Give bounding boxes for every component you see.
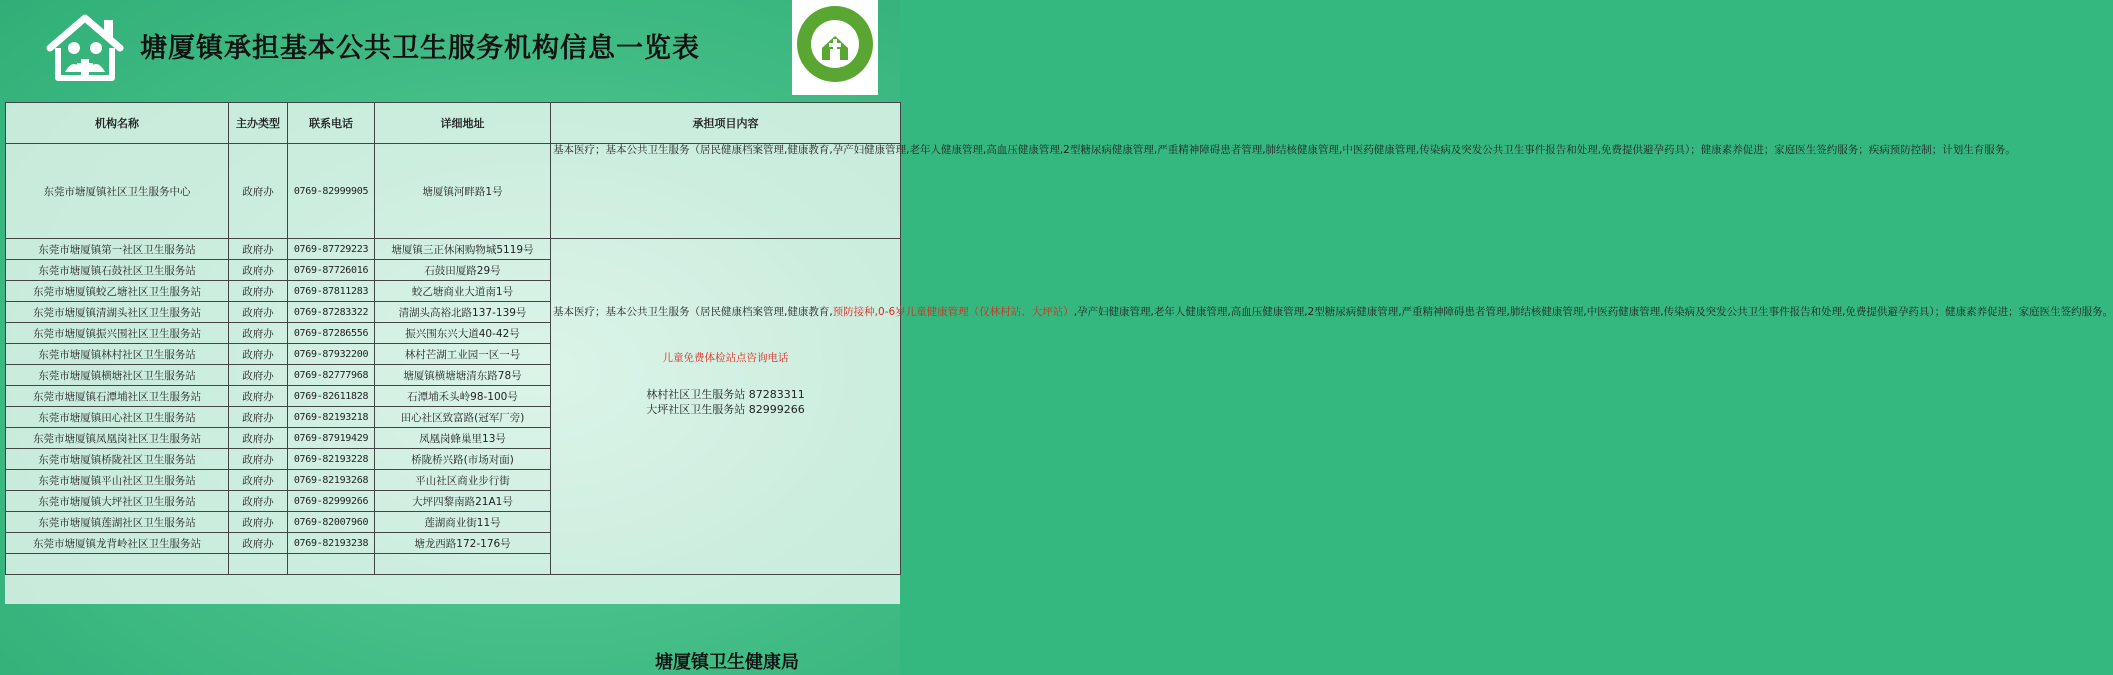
cell-name: 东莞市塘厦镇社区卫生服务中心 — [6, 144, 229, 239]
cell-name: 东莞市塘厦镇大坪社区卫生服务站 — [6, 491, 229, 512]
cell-address: 塘厦镇三正休闲购物城5119号 — [375, 239, 551, 260]
cell-address: 凤凰岗蜂巢里13号 — [375, 428, 551, 449]
header-address: 详细地址 — [375, 103, 551, 144]
cell-address: 塘厦镇横塘塘清东路78号 — [375, 365, 551, 386]
cell-type: 政府办 — [229, 260, 288, 281]
table-header-row — [6, 103, 901, 144]
cell-empty — [288, 554, 375, 575]
cell-phone: 0769-82193238 — [288, 533, 375, 554]
hotline-title: 儿童免费体检站点咨询电话 — [662, 352, 789, 364]
cell-name: 东莞市塘厦镇蛟乙塘社区卫生服务站 — [6, 281, 229, 302]
public-health-logo — [792, 0, 878, 95]
cell-address: 大坪四黎南路21A1号 — [375, 491, 551, 512]
service-text-highlight: 预防接种,0-6岁儿童健康管理（仅林村站、大坪站） — [832, 306, 1074, 318]
cell-type: 政府办 — [229, 491, 288, 512]
cell-address: 石鼓田厦路29号 — [375, 260, 551, 281]
cell-type: 政府办 — [229, 239, 288, 260]
cell-type: 政府办 — [229, 386, 288, 407]
cell-type: 政府办 — [229, 512, 288, 533]
header-phone: 联系电话 — [288, 103, 375, 144]
cell-type: 政府办 — [229, 449, 288, 470]
cell-content: 基本医疗；基本公共卫生服务（居民健康档案管理,健康教育,孕产妇健康管理,老年人健康管理,高血压健康管理,2型糖尿病健康管理,严重精神障碍患者管理,肺结核健康管理,中医药健康管理,传染病及突发公共卫生事件报告和处理,免费提供避孕药具）；健康素养促进；家庭医生签约服务；疾病预防控制；计划生育服务。 — [551, 144, 901, 239]
cell-phone: 0769-82611828 — [288, 386, 375, 407]
cell-phone: 0769-82193268 — [288, 470, 375, 491]
health-house-icon — [44, 12, 126, 84]
service-text-suffix: ,孕产妇健康管理,老年人健康管理,高血压健康管理,2型糖尿病健康管理,严重精神障碍患者管理,肺结核健康管理,中医药健康管理,传染病及突发公共卫生事件报告和处理,免费提供避孕药具）；健康素养促进；家庭医生签约服务。 — [1073, 306, 2113, 318]
cell-type: 政府办 — [229, 365, 288, 386]
header-content: 承担项目内容 — [551, 103, 901, 144]
cell-phone: 0769-82193218 — [288, 407, 375, 428]
cell-address: 平山社区商业步行街 — [375, 470, 551, 491]
cell-name: 东莞市塘厦镇桥陇社区卫生服务站 — [6, 449, 229, 470]
cell-phone: 0769-82193228 — [288, 449, 375, 470]
hotline-item: 大坪社区卫生服务站 82999266 — [646, 403, 805, 416]
cell-address: 桥陇桥兴路(市场对面) — [375, 449, 551, 470]
cell-name: 东莞市塘厦镇莲湖社区卫生服务站 — [6, 512, 229, 533]
table-row — [6, 144, 901, 239]
service-description — [553, 305, 2113, 320]
cell-name: 东莞市塘厦镇凤凰岗社区卫生服务站 — [6, 428, 229, 449]
cell-name: 东莞市塘厦镇振兴围社区卫生服务站 — [6, 323, 229, 344]
cell-phone: 0769-87919429 — [288, 428, 375, 449]
header-type: 主办类型 — [229, 103, 288, 144]
public-health-emblem-icon — [792, 0, 878, 95]
header-name: 机构名称 — [6, 103, 229, 144]
cell-phone: 0769-82007960 — [288, 512, 375, 533]
cell-name: 东莞市塘厦镇龙背岭社区卫生服务站 — [6, 533, 229, 554]
cell-name: 东莞市塘厦镇横塘社区卫生服务站 — [6, 365, 229, 386]
cell-address: 清湖头高裕北路137-139号 — [375, 302, 551, 323]
cell-phone: 0769-87726016 — [288, 260, 375, 281]
cell-phone: 0769-82999266 — [288, 491, 375, 512]
cell-type: 政府办 — [229, 407, 288, 428]
cell-name: 东莞市塘厦镇林村社区卫生服务站 — [6, 344, 229, 365]
cell-phone: 0769-87811283 — [288, 281, 375, 302]
merged-content-cell — [551, 239, 2113, 575]
cell-empty — [229, 554, 288, 575]
cell-name: 东莞市塘厦镇石鼓社区卫生服务站 — [6, 260, 229, 281]
table-row — [6, 239, 901, 260]
header — [0, 0, 900, 95]
cell-phone: 0769-82777968 — [288, 365, 375, 386]
cell-phone: 0769-82999905 — [288, 144, 375, 239]
cell-address: 塘龙西路172-176号 — [375, 533, 551, 554]
cell-address: 石潭埔禾头岭98-100号 — [375, 386, 551, 407]
cell-phone: 0769-87932200 — [288, 344, 375, 365]
cell-name: 东莞市塘厦镇田心社区卫生服务站 — [6, 407, 229, 428]
hotline-list — [553, 387, 898, 417]
footer-organization: 塘厦镇卫生健康局 — [655, 652, 799, 673]
cell-address: 塘厦镇河畔路1号 — [375, 144, 551, 239]
cell-name: 东莞市塘厦镇平山社区卫生服务站 — [6, 470, 229, 491]
cell-phone: 0769-87729223 — [288, 239, 375, 260]
service-text-prefix: 基本医疗；基本公共卫生服务（居民健康档案管理,健康教育, — [553, 306, 833, 318]
institution-table — [5, 102, 2113, 575]
cell-type: 政府办 — [229, 344, 288, 365]
cell-type: 政府办 — [229, 281, 288, 302]
cell-phone: 0769-87286556 — [288, 323, 375, 344]
cell-type: 政府办 — [229, 470, 288, 491]
cell-address: 林村芒湖工业园一区一号 — [375, 344, 551, 365]
cell-empty — [6, 554, 229, 575]
cell-address: 蛟乙塘商业大道南1号 — [375, 281, 551, 302]
cell-type: 政府办 — [229, 144, 288, 239]
cell-name: 东莞市塘厦镇石潭埔社区卫生服务站 — [6, 386, 229, 407]
cell-address: 田心社区致富路(冠军厂旁) — [375, 407, 551, 428]
cell-type: 政府办 — [229, 428, 288, 449]
cell-type: 政府办 — [229, 533, 288, 554]
cell-phone: 0769-87283322 — [288, 302, 375, 323]
cell-address: 莲湖商业街11号 — [375, 512, 551, 533]
cell-type: 政府办 — [229, 302, 288, 323]
hotline-item: 林村社区卫生服务站 87283311 — [646, 388, 805, 401]
cell-name: 东莞市塘厦镇第一社区卫生服务站 — [6, 239, 229, 260]
cell-type: 政府办 — [229, 323, 288, 344]
cell-name: 东莞市塘厦镇清湖头社区卫生服务站 — [6, 302, 229, 323]
page-title: 塘厦镇承担基本公共卫生服务机构信息一览表 — [140, 33, 700, 64]
cell-address: 振兴围东兴大道40-42号 — [375, 323, 551, 344]
cell-empty — [375, 554, 551, 575]
